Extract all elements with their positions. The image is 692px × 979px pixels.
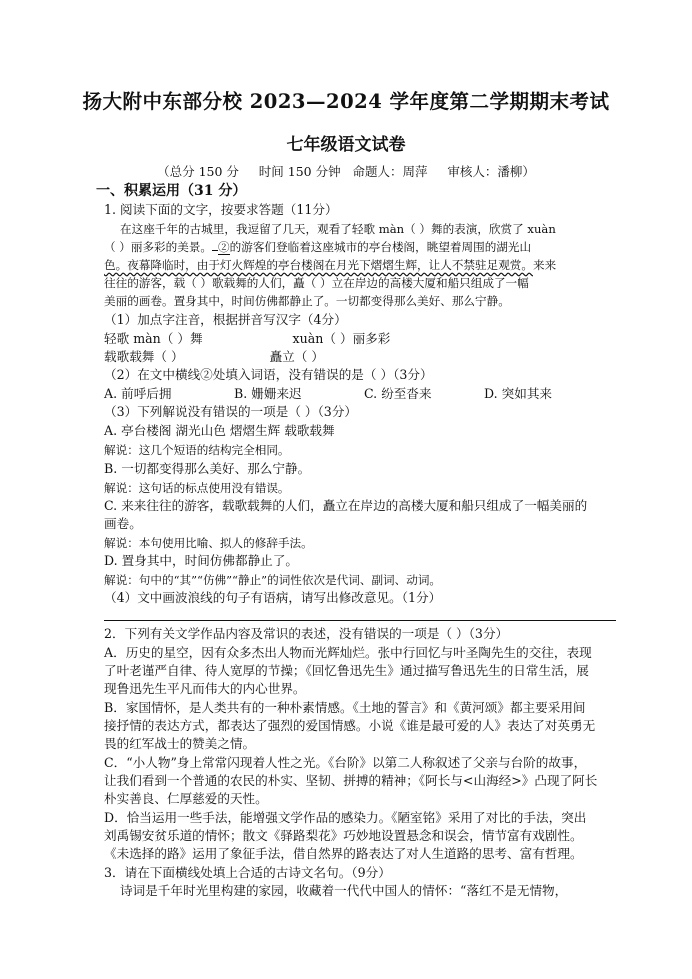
q1-sub3-c-note: 解说：本句使用比喻、拟人的修辞手法。 <box>104 536 313 550</box>
q1-sub3-b-note: 解说：这句话的标点使用没有错误。 <box>104 481 290 495</box>
q1-sub3-c: C. 来来往往的游客，载歌载舞的人们，矗立在岸边的高楼大厦和船只组成了一幅美丽的 <box>104 498 588 513</box>
passage-line-2-text: （ ）丽多彩的美景。 <box>104 240 213 254</box>
option-d: D. 突如其来 <box>484 386 553 401</box>
exam-info: （总分 150 分 时间 150 分钟 命题人：周萍 审核人：潘柳） <box>157 164 535 179</box>
q1-sub1-a2: xuàn（ ）丽多彩 <box>292 331 391 346</box>
q1-sub4-prompt: （4）文中画波浪线的句子有语病，请写出修改意见。（1分） <box>104 590 442 605</box>
q1-stem: 1. 阅读下面的文字，按要求答题（11分） <box>104 202 338 217</box>
q2-line-6: 畏的红军战士的赞美之情。 <box>104 736 256 751</box>
option-a: A. 前呼后拥 <box>104 386 172 401</box>
q1-sub3-a: A. 亭台楼阁 湖光山色 熠熠生辉 载歌载舞 <box>104 423 335 438</box>
q3-stem: 3．请在下面横线处填上合适的古诗文名句。（9分） <box>104 865 391 880</box>
q2-line-2: 了叶老谨严自律、待人宽厚的节操；《回忆鲁迅先生》通过描写鲁迅先生的日常生活，展 <box>104 663 589 678</box>
blank-2-mark: ② <box>218 240 230 254</box>
q1-sub3-a-note: 解说：这几个短语的结构完全相同。 <box>104 443 290 457</box>
wavy-sentence: 色。夜幕降临时，由于灯火辉煌的亭台楼阁在月光下熠熠生辉，让人不禁驻足观赏。 <box>104 258 533 272</box>
q2-line-1: A．历史的星空，因有众多杰出人物而光辉灿烂。张中行回忆与叶圣陶先生的交往，表现 <box>104 645 592 660</box>
q1-sub1-line-b <box>104 348 324 366</box>
q1-sub3-prompt: （3）下列解说没有错误的一项是（ ）（3分） <box>104 404 358 419</box>
q2-line-8: 让我们看到一个普通的农民的朴实、坚韧、拼搏的精神；《阿长与<山海经>》凸现了阿长 <box>104 773 598 788</box>
q2-line-9: 朴实善良、仁厚慈爱的天性。 <box>104 791 268 806</box>
passage-line-4: 往往的游客，载（ ）歌载舞的人们，矗（ ）立在岸边的高楼大厦和船只组成了一幅 <box>104 276 529 290</box>
q2-line-4: B．家国情怀，是人类共有的一种朴素情感。《土地的誓言》和《黄河颂》都主要采用间 <box>104 700 586 715</box>
q1-sub1-line-a <box>104 330 390 348</box>
q1-sub3-d-note: 解说：句中的“其”“仿佛”“静止”的词性依次是代词、副词、动词。 <box>104 573 442 587</box>
q1-sub3-d: D. 置身其中，时间仿佛都静止了。 <box>104 553 298 568</box>
q2-line-11: 刘禹锡安贫乐道的情怀；散文《驿路梨花》巧妙地设置悬念和误会，情节富有戏剧性。 <box>104 828 583 843</box>
passage-line-3b: 来来 <box>532 258 557 272</box>
q2-stem: 2．下列有关文学作品内容及常识的表述，没有错误的一项是（ ）（3分） <box>104 626 509 641</box>
q1-sub2-options <box>104 385 552 403</box>
passage-line-2 <box>104 238 531 256</box>
q1-sub2-prompt: （2）在文中横线②处填入词语，没有错误的是（ ）（3分） <box>104 367 433 382</box>
passage-line-3 <box>104 256 556 274</box>
passage-line-2b: 的游客们登临着这座城市的亭台楼阁，眺望着周围的湖光山 <box>229 240 532 254</box>
passage-line-1: 在这座千年的古城里，我逗留了几天，观看了轻歌 màn（ ）舞的表演，欣赏了 xuàn <box>120 222 556 236</box>
q1-sub3-c-cont: 画卷。 <box>104 516 142 531</box>
q1-sub3-b: B. 一切都变得那么美好、那么宁静。 <box>104 461 311 476</box>
q2-line-5: 接抒情的表达方式，都表达了强烈的爱国情感。小说《谁是最可爱的人》表达了对英勇无 <box>104 718 596 733</box>
q1-sub1-prompt: （1）加点字注音，根据拼音写汉字（4分） <box>104 312 347 327</box>
q2-line-12: 《未选择的路》运用了象征手法，借自然界的路表达了对人生道路的思考、富有哲理。 <box>104 846 583 861</box>
exam-subtitle: 七年级语文试卷 <box>286 135 406 155</box>
q1-sub1-b2: 矗立（ ） <box>269 349 324 364</box>
section-heading: 一、积累运用（31 分） <box>96 183 247 199</box>
q3-line-1: 诗词是千年时光里构建的家园，收藏着一代代中国人的情怀：“落红不是无情物， <box>120 883 568 898</box>
option-b: B. 姗姗来迟 <box>234 386 302 401</box>
q1-sub1-a1: 轻歌 màn（ ）舞 <box>104 331 203 346</box>
q2-line-10: D．恰当运用一些手法，能增强文学作品的感染力。《陋室铭》采用了对比的手法，突出 <box>104 810 587 825</box>
passage-line-5: 美丽的画卷。置身其中，时间仿佛都静止了。一切都变得那么美好、那么宁静。 <box>104 294 510 308</box>
option-c: C. 纷至沓来 <box>364 386 432 401</box>
answer-line <box>104 620 616 621</box>
q1-sub1-b1: 载歌载舞（ ） <box>104 349 184 364</box>
q2-line-7: C．“小人物”身上常常闪现着人性之光。《台阶》以第二人称叙述了父亲与台阶的故事， <box>104 755 587 770</box>
exam-title: 扬大附中东部分校 2023—2024 学年度第二学期期末考试 <box>82 90 610 113</box>
q2-line-3: 现鲁迅先生平凡而伟大的内心世界。 <box>104 681 306 696</box>
